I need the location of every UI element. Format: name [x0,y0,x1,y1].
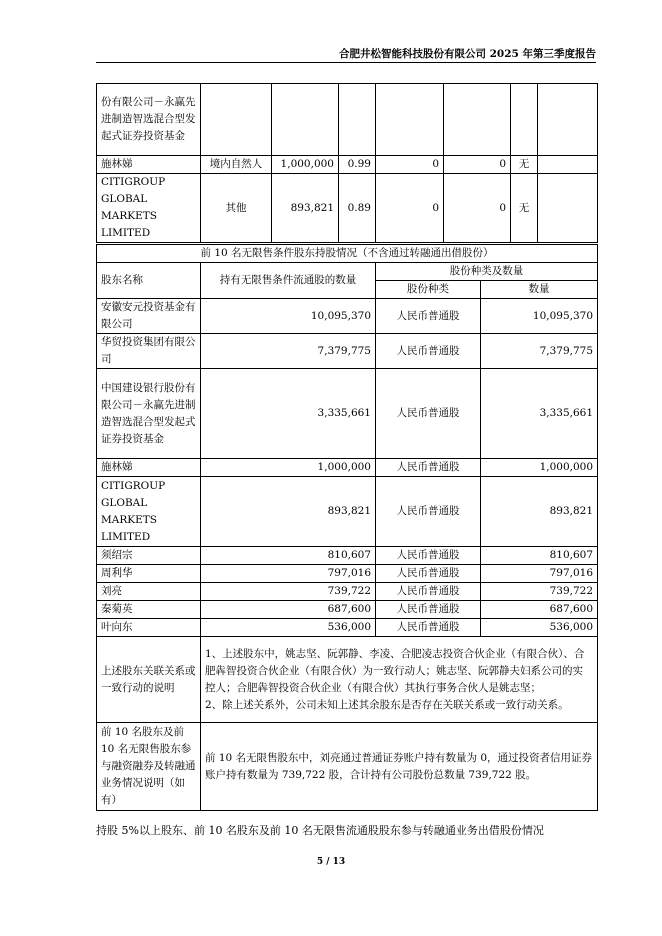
shareholder-name: 施林娣 [97,156,201,174]
table-row: 施林娣 1,000,000 人民币普通股 1,000,000 [97,459,598,477]
unrestricted-shareholders-table [96,244,598,811]
margin-label: 前 10 名股东及前 10 名无限售股东参与融资融券及转融通业务情况说明（如有） [97,723,201,811]
margin-text: 前 10 名无限售股东中，刘亮通过普通证券账户持有数量为 0，通过投资者信用证券账户持有数量为 739,722 股，合计持有公司股份总数量 739,722 股。 [201,723,598,811]
margin-row [97,723,598,811]
table-row: 安徽安元投资基金有限公司 10,095,370 人民币普通股 10,095,370 [97,299,598,334]
shareholder-name: CITIGROUP GLOBAL MARKETS LIMITED [97,174,201,243]
relation-text: 1、上述股东中，姚志坚、阮郭静、李凌、合肥凌志投资合伙企业（有限合伙）、合肥犇智投资合伙企业（有限合伙）为一致行动人；姚志坚、阮郭静夫妇系公司的实控人；合肥犇智投资合伙企业（有限合伙）其执行事务合伙人是姚志坚； 2、除上述关系外，公司未知上述其余股东是否存在关联关系或一致行动关系。 [201,637,598,723]
page-header: 合肥井松智能科技股份有限公司 2025 年第三季度报告 [338,48,596,60]
page-number: 5 / 13 [316,857,346,867]
shareholder-name: 份有限公司－永赢先进制造智选混合型发起式证券投资基金 [97,84,201,156]
table-row: 秦菊英 687,600 人民币普通股 687,600 [97,601,598,619]
col-header-kind: 股份种类 [376,281,481,299]
table-row: 刘亮 739,722 人民币普通股 739,722 [97,583,598,601]
table-row: CITIGROUP GLOBAL MARKETS LIMITED 893,821 人民币普通股 893,821 [97,477,598,547]
table-row: 叶向东 536,000 人民币普通股 536,000 [97,619,598,637]
table-row: CITIGROUP GLOBAL MARKETS LIMITED 其他 893,821 0.89 0 0 无 [97,174,598,243]
header-row [97,263,598,281]
table-row: 须绍宗 810,607 人民币普通股 810,607 [97,547,598,565]
relation-label: 上述股东关联关系或一致行动的说明 [97,637,201,723]
col-header-qty: 持有无限售条件流通股的数量 [201,263,376,299]
table-row: 施林娣 境内自然人 1,000,000 0.99 0 0 无 [97,156,598,174]
section-note: 持股 5%以上股东、前 10 名股东及前 10 名无限售流通股股东参与转融通业务出借股份情况 [96,824,544,837]
col-header-amount: 数量 [481,281,598,299]
section-title: 前 10 名无限售条件股东持股情况（不含通过转融通出借股份） [97,245,598,263]
col-header-name: 股东名称 [97,263,201,299]
header-rule [96,62,596,63]
col-header-kind-qty: 股份种类及数量 [376,263,598,281]
top-shareholders-table [96,83,598,243]
table-row: 中国建设银行股份有限公司－永赢先进制造智选混合型发起式证券投资基金 3,335,661 人民币普通股 3,335,661 [97,369,598,459]
table-row: 华贸投资集团有限公司 7,379,775 人民币普通股 7,379,775 [97,334,598,369]
table-row: 周利华 797,016 人民币普通股 797,016 [97,565,598,583]
table-row [97,84,598,156]
relation-row [97,637,598,723]
section-title-row [97,245,598,263]
